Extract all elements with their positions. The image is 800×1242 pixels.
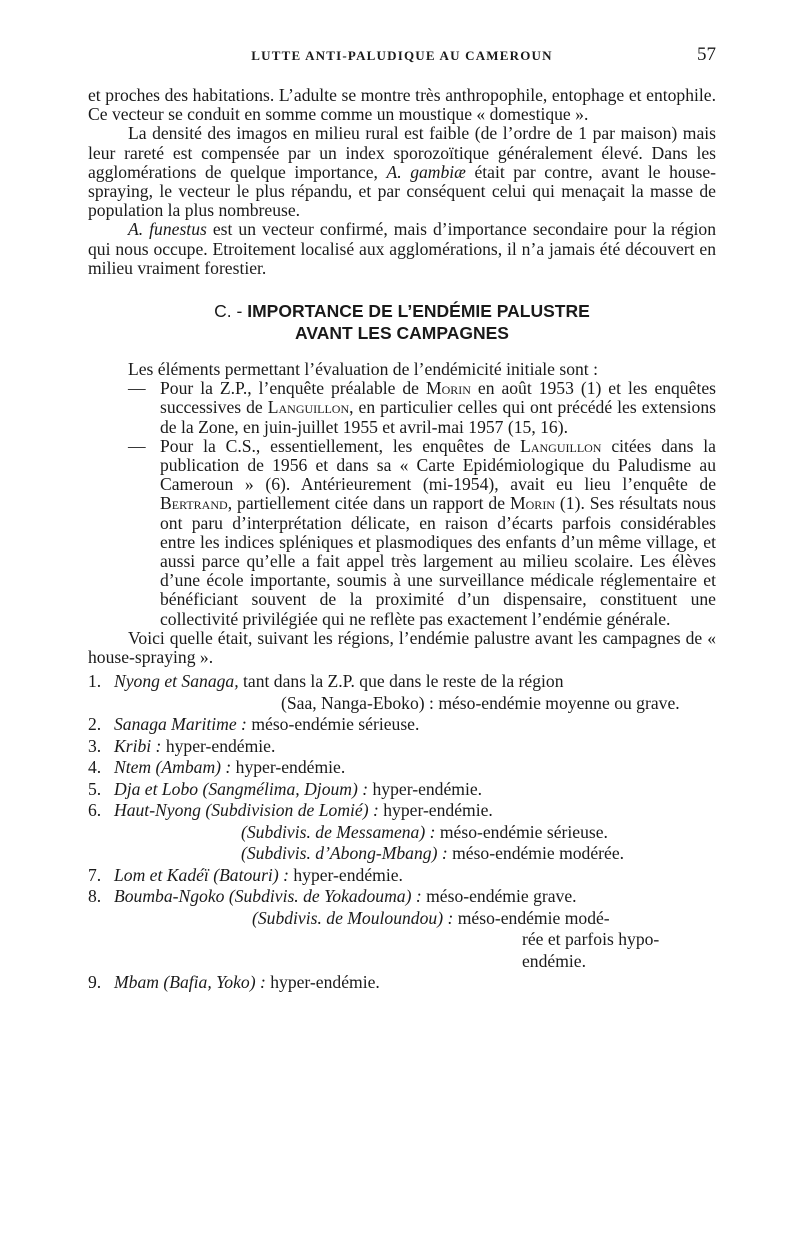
- region-item: [88, 714, 716, 736]
- region-status: tant dans la Z.P. que dans le reste de la région: [238, 671, 564, 692]
- species-name: A. gambiæ: [386, 161, 466, 182]
- subdivision-name: (Subdivis. de Mouloundou) :: [252, 907, 454, 928]
- item-text: Pour la Z.P., l’enquête préalable de: [160, 378, 426, 399]
- region-name: Kribi :: [114, 735, 162, 756]
- item-text: Pour la C.S., essentiellement, les enquêtes de: [160, 435, 521, 456]
- subdivision-name: (Subdivis. de Messamena) :: [241, 821, 436, 842]
- author-name: Morin: [510, 493, 555, 514]
- page-body: [88, 86, 716, 994]
- region-item: [88, 757, 716, 779]
- item-text: , partiellement citée dans un rapport de: [227, 493, 510, 514]
- region-number: 4.: [88, 757, 102, 778]
- running-head: LUTTE ANTI-PALUDIQUE AU CAMEROUN: [251, 48, 553, 63]
- region-number: 7.: [88, 864, 102, 885]
- subdivision-status: méso-endémie sérieuse.: [435, 821, 608, 842]
- region-status: hyper-endémie.: [231, 757, 346, 778]
- region-name: Mbam (Bafia, Yoko) :: [114, 972, 266, 993]
- page-header: [88, 44, 716, 72]
- region-status: hyper-endémie.: [378, 800, 493, 821]
- paragraph-voici: Voici quelle était, suivant les régions, l’endémie palustre avant les campagnes de « house-spraying ».: [88, 627, 716, 668]
- author-name: Languillon: [520, 435, 602, 456]
- author-name: Languillon: [267, 397, 350, 418]
- paragraph-text: et proches des habitations. L’adulte se montre très anthropophile, entophage et entophile. Ce vecteur se conduit en somme comme un moustique « domestique ».: [88, 85, 716, 125]
- region-number: 3.: [88, 735, 102, 756]
- region-name: Lom et Kadéï (Batouri) :: [114, 864, 289, 885]
- paragraph-density: [88, 124, 716, 220]
- list-item-zp: [88, 379, 716, 437]
- region-status: hyper-endémie.: [265, 972, 380, 993]
- item-text: en août 1953 (1) et les enquêtes successives de: [160, 378, 716, 418]
- region-number: 5.: [88, 778, 102, 799]
- region-name: Ntem (Ambam) :: [114, 757, 232, 778]
- region-item: [88, 800, 716, 865]
- region-continuation: (Saa, Nanga-Eboko) : méso-endémie moyenne ou grave.: [281, 692, 680, 713]
- region-item: [88, 886, 716, 972]
- item-text: citées dans la publication de 1956 et dans sa « Carte Epidémiologique du Paludisme au Cameroun » (6). Antérieurement (mi-1954), avait eu lieu l’enquête de: [160, 435, 716, 495]
- paragraph-elements-intro: Les éléments permettant l’évaluation de l’endémicité initiale sont :: [128, 359, 598, 380]
- page-number: 57: [697, 44, 716, 65]
- subdivision-name: (Subdivis. d’Abong-Mbang) :: [241, 843, 448, 864]
- list-item-cs: [88, 437, 716, 629]
- region-item: [88, 736, 716, 758]
- region-list: [88, 671, 716, 994]
- subdivision-line: [114, 908, 716, 930]
- region-status: hyper-endémie.: [161, 735, 276, 756]
- paragraph-text: était par contre, avant le house-spraying, le vecteur le plus répandu, et par conséquent celui qui menaçait la masse de population la plus nombreuse.: [88, 161, 717, 221]
- region-number: 6.: [88, 800, 102, 821]
- section-title-line1: IMPORTANCE DE L’ENDÉMIE PALUSTRE: [247, 301, 590, 322]
- subdivision-status: méso-endémie modérée.: [447, 843, 625, 864]
- section-letter: C. -: [214, 301, 248, 322]
- region-status: méso-endémie grave.: [421, 886, 577, 907]
- section-title-line2: AVANT LES CAMPAGNES: [295, 323, 509, 344]
- subdivision-status: méso-endémie modé-: [453, 907, 610, 928]
- item-text: , en particulier celles qui ont précédé les extensions de la Zone, en juin-juillet 1955 et avril-mai 1957 (15, 16).: [160, 397, 716, 437]
- paragraph-text: La densité des imagos en milieu rural est faible (de l’ordre de 1 par maison) mais leur rareté est compensée par un index sporozoïtique généralement élevé. Dans les agglomérations de quelque importance,: [88, 123, 716, 182]
- author-name: Bertrand: [160, 493, 228, 514]
- species-name: A. funestus: [128, 219, 207, 240]
- region-number: 8.: [88, 886, 102, 907]
- region-name: Haut-Nyong (Subdivision de Lomié) :: [114, 800, 379, 821]
- paragraph-funestus: [88, 220, 716, 278]
- subdivision-line: [114, 843, 716, 865]
- author-name: Morin: [425, 378, 471, 399]
- region-status: méso-endémie sérieuse.: [246, 714, 420, 735]
- paragraph-text: est un vecteur confirmé, mais d’importance secondaire pour la région qui nous occupe. Etroitement localisé aux agglomérations, il n’a jamais été découvert en milieu vraiment forestier.: [88, 219, 716, 278]
- region-number: 1.: [88, 671, 102, 692]
- region-status: hyper-endémie.: [368, 778, 483, 799]
- region-item: [88, 865, 716, 887]
- region-number: 2.: [88, 714, 102, 735]
- region-status: hyper-endémie.: [288, 864, 403, 885]
- region-item: [88, 972, 716, 994]
- subdivision-continuation: rée et parfois hypo-endémie.: [522, 929, 660, 971]
- region-name: Sanaga Maritime :: [114, 714, 247, 735]
- region-item: [88, 779, 716, 801]
- region-name: Boumba-Ngoko (Subdivis. de Yokadouma) :: [114, 886, 422, 907]
- region-number: 9.: [88, 972, 102, 993]
- item-text: (1). Ses résultats nous ont paru d’interprétation délicate, en raison d’écarts parfois considérables entre les indices spléniques et plasmodiques des enfants d’un même village, et aussi parce qu’elle a fait appel très largement au milieu scolaire. Les élèves d’une école importante, soumis à une surveillance médicale réglementaire et bénéficiant souvent de la proximité d’un dispensaire, constituent une collectivité privilégiée qui ne reflète pas exactement l’endémie générale.: [160, 493, 716, 629]
- section-heading: [88, 300, 716, 344]
- region-item: [88, 671, 716, 714]
- subdivision-line: [114, 822, 716, 844]
- region-name: Nyong et Sanaga,: [114, 671, 239, 692]
- paragraph-habitat: [88, 86, 716, 124]
- region-name: Dja et Lobo (Sangmélima, Djoum) :: [114, 778, 369, 799]
